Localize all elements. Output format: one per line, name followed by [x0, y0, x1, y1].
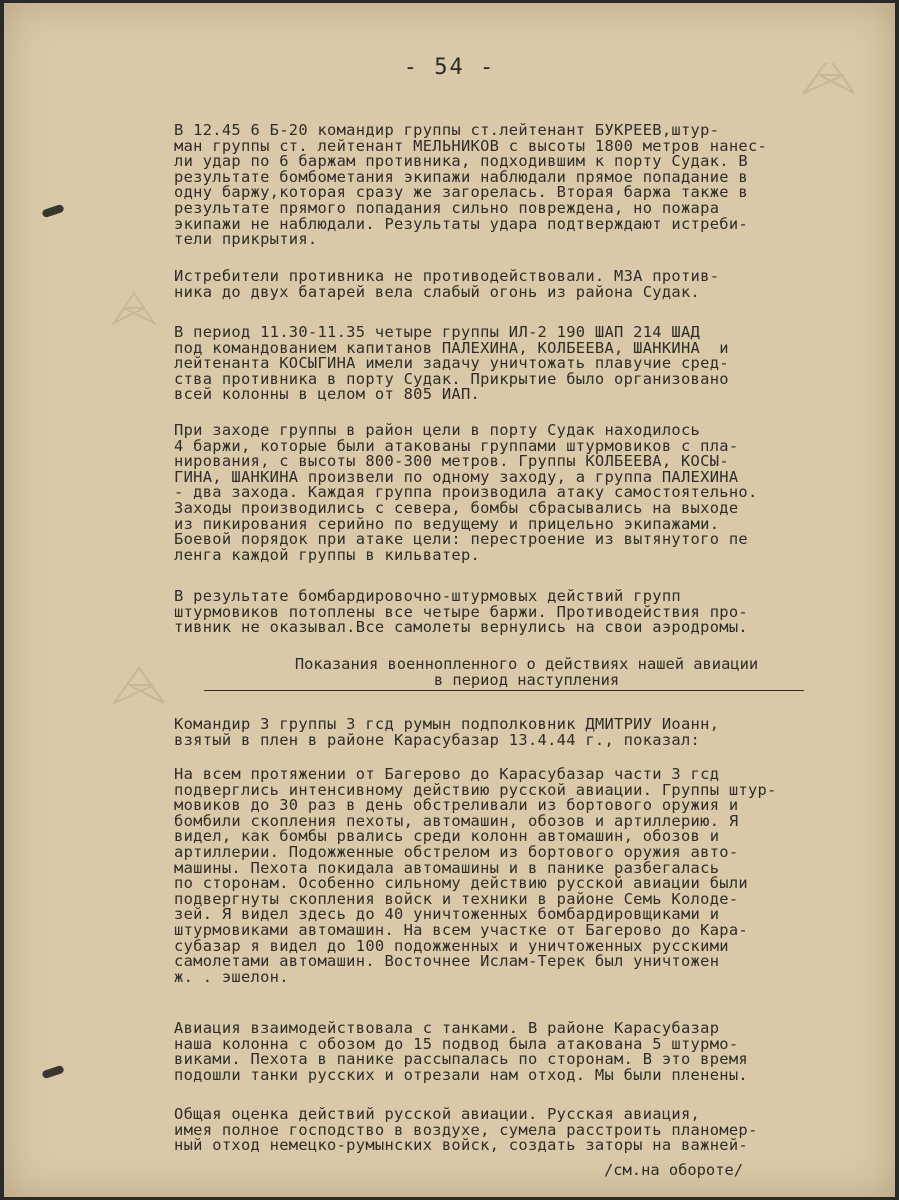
- page-number: - 54 -: [403, 55, 496, 80]
- binding-hole: [41, 204, 64, 218]
- paragraph: Командир 3 группы 3 гсд румын подполковник ДМИТРИУ Иоанн, взятый в плен в районе Карасубазар 13.4.44 г., показал:: [174, 715, 720, 749]
- paragraph: При заходе группы в район цели в порту Судак находилось 4 баржи, которые были атакованы группами штурмовиков с пла- нирования, с высоты 800-300 метров. Группы КОЛБЕЕВА, КОСЫ- ГИНА, ШАНКИНА произвели по одному заходу, а группа ПАЛЕХИНА - два захода. Каждая группа производила атаку самостоятельно. Заходы производились с севера, бомбы сбрасывались на выходе из пикирования серийно по ведущему и прицельно экипажами. Боевой порядок при атаке цели: перестроение из вытянутого пе ленга каждой группы в кильватер.: [174, 421, 758, 564]
- paragraph: В результате бомбардировочно-штурмовых действий групп штурмовиков потоплены все четыре баржи. Противодействия про- тивник не оказывал.Все самолеты вернулись на свои аэродромы.: [174, 587, 748, 637]
- binding-hole: [41, 1065, 64, 1079]
- paragraph: Общая оценка действий русской авиации. Русская авиация, имея полное господство в воздухе, сумела расстроить планомер- ный отход немецко-румынских войск, создать заторы на важней-: [174, 1105, 758, 1155]
- paragraph: Авиация взаимодействовала с танками. В районе Карасубазар наша колонна с обозом до 15 подвод была атакована 5 штурмо- виками. Пехота в панике рассыпалась по сторонам. В это время подошли танки русских и отрезали нам отход. Мы были пленены.: [174, 1019, 748, 1084]
- paragraph: На всем протяжении от Багерово до Карасубазар части 3 гсд подверглись интенсивному действию русской авиации. Группы штур- мовиков до 30 раз в день обстреливали из бортового оружия и бомбили скопления пехоты, автомашин, обозов и артиллерию. Я видел, как бомбы рвались среди колонн автомашин, обозов и артиллерии. Подожженные обстрелом из бортового оружия авто- машины. Пехота покидала автомашины и в панике разбегалась по сторонам. Особенно сильному действию русской авиации были подвергнуты скопления войск и техники в районе Семь Колоде- зей. Я видел здесь до 40 уничтоженных бомбардировщиками и штурмовиками автомашин. На всем участке от Багерово до Кара- субазар я видел до 100 подожженных и уничтоженных русскими самолетами автомашин. Восточнее Ислам-Терек был уничтожен ж. . эшелон.: [174, 765, 777, 986]
- paragraph: Истребители противника не противодействовали. МЗА против- ника до двух батарей вела слабый огонь из района Судак.: [174, 267, 720, 301]
- footer-note: /см.на обороте/: [604, 1161, 743, 1179]
- paragraph: В период 11.30-11.35 четыре группы ИЛ-2 190 ШАП 214 ШАД под командованием капитанов ПАЛЕХИНА, КОЛБЕЕВА, ШАНКИНА и лейтенанта КОСЫГИНА имели задачу уничтожать плавучие сред- ства противника в порту Судак. Прикрытие было организовано всей колонны в целом от 805 ИАП.: [174, 323, 729, 404]
- document-page: [4, 3, 895, 1197]
- paragraph: В 12.45 6 Б-20 командир группы ст.лейтенант БУКРЕЕВ,штур- ман группы ст. лейтенант МЕЛЬНИКОВ с высоты 1800 метров нанес- ли удар по 6 баржам противника, подходившим к порту Судак. В результате бомбометания экипажи наблюдали прямое попадание в одну баржу,которая сразу же загорелась. Вторая баржа также в результате прямого попадания сильно повреждена, но пожара экипажи не наблюдали. Результаты удара подтверждают истреби- тели прикрытия.: [174, 121, 768, 249]
- section-heading: Показания военнопленного о действиях нашей авиации в период наступления: [294, 655, 759, 689]
- heading-underline: [204, 690, 804, 691]
